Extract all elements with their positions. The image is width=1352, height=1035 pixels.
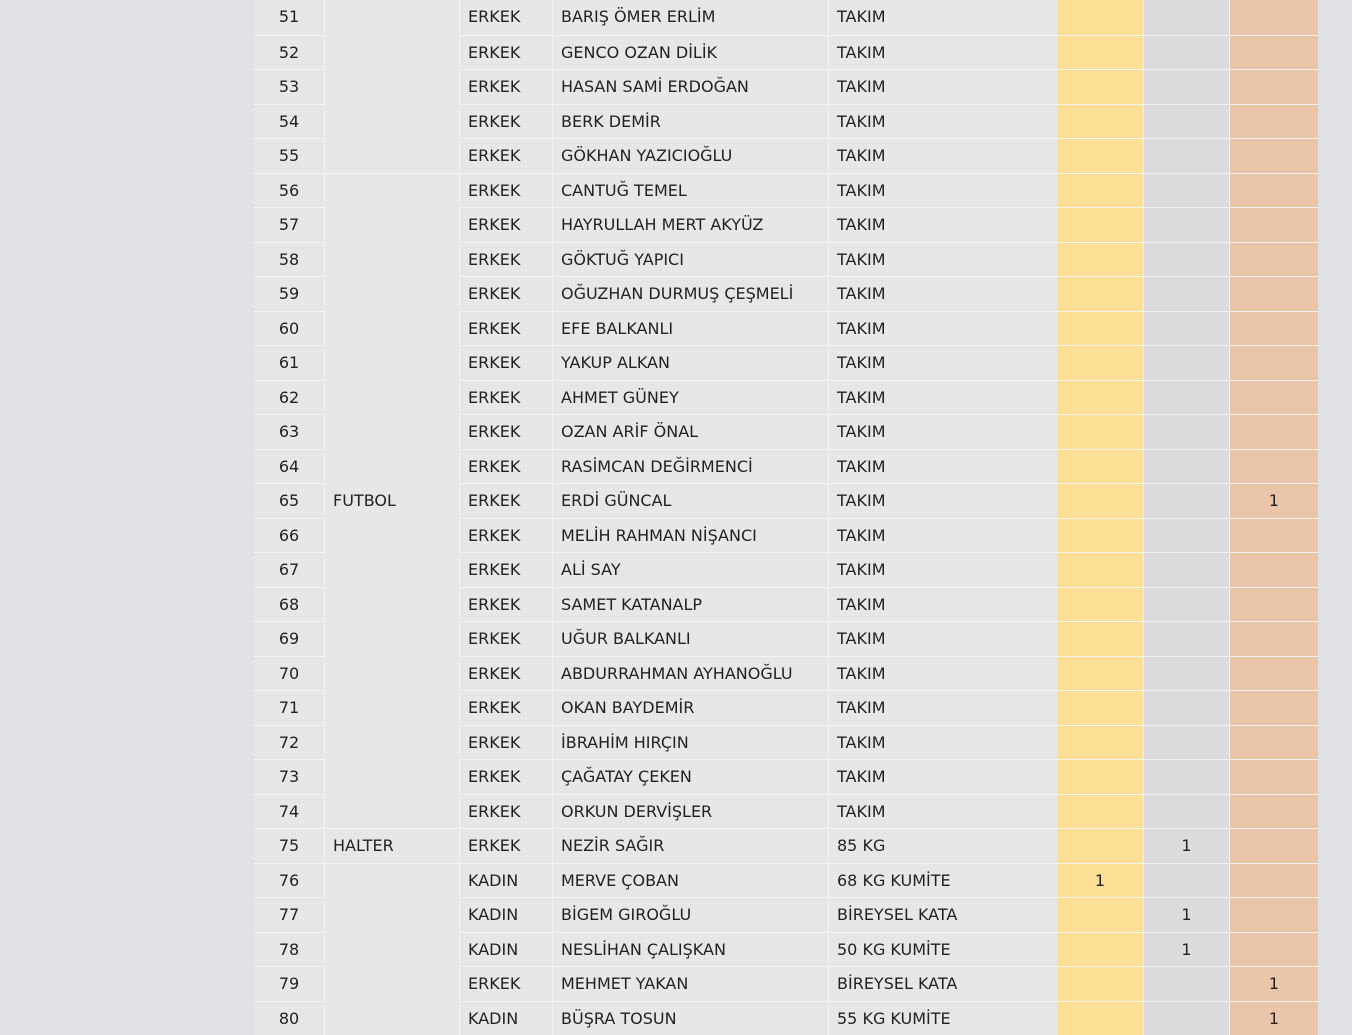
table-row [254,173,1318,208]
sport-cell [325,932,460,967]
bronze-medal-cell [1230,345,1318,380]
table-row [254,69,1318,104]
sport-cell [325,587,460,622]
bronze-medal-cell [1230,242,1318,277]
athlete-name-cell: MERVE ÇOBAN [553,863,829,898]
table-row [254,725,1318,760]
bronze-medal-cell [1230,35,1318,70]
sport-cell: HALTER [325,828,460,863]
bronze-medal-cell [1230,794,1318,829]
row-number: 62 [254,380,325,415]
athlete-name-cell: ABDURRAHMAN AYHANOĞLU [553,656,829,691]
category-cell: TAKIM [829,242,1057,277]
category-cell: TAKIM [829,621,1057,656]
table-row [254,104,1318,139]
gold-medal-cell [1057,828,1144,863]
sport-cell [325,414,460,449]
sport-cell [325,207,460,242]
athlete-name-cell: NEZİR SAĞIR [553,828,829,863]
gold-medal-cell [1057,311,1144,346]
sport-cell [325,725,460,760]
row-number: 54 [254,104,325,139]
table-row [254,828,1318,863]
silver-medal-cell [1144,656,1230,691]
silver-medal-cell [1144,690,1230,725]
bronze-medal-cell [1230,173,1318,208]
gold-medal-cell [1057,1001,1144,1035]
silver-medal-cell [1144,380,1230,415]
gold-medal-cell [1057,587,1144,622]
athlete-name-cell: ERDİ GÜNCAL [553,483,829,518]
gold-medal-cell [1057,35,1144,70]
table-row [254,932,1318,967]
gold-medal-cell [1057,173,1144,208]
row-number: 77 [254,897,325,932]
table-row [254,552,1318,587]
silver-medal-cell [1144,242,1230,277]
gender-cell: ERKEK [460,518,553,553]
silver-medal-cell [1144,138,1230,173]
bronze-medal-cell [1230,725,1318,760]
silver-medal-cell: 1 [1144,828,1230,863]
athlete-name-cell: AHMET GÜNEY [553,380,829,415]
gold-medal-cell [1057,518,1144,553]
row-number: 72 [254,725,325,760]
bronze-medal-cell [1230,690,1318,725]
athlete-name-cell: MEHMET YAKAN [553,966,829,1001]
category-cell: 50 KG KUMİTE [829,932,1057,967]
bronze-medal-cell [1230,138,1318,173]
table-row [254,690,1318,725]
table-row [254,759,1318,794]
gender-cell: ERKEK [460,69,553,104]
row-number: 57 [254,207,325,242]
athlete-name-cell: HASAN SAMİ ERDOĞAN [553,69,829,104]
table-row [254,483,1318,518]
athlete-name-cell: GENCO OZAN DİLİK [553,35,829,70]
row-number: 64 [254,449,325,484]
athlete-name-cell: BİGEM GIROĞLU [553,897,829,932]
table-row [254,414,1318,449]
category-cell: TAKIM [829,759,1057,794]
sport-cell [325,242,460,277]
sport-cell [325,518,460,553]
table-row [254,380,1318,415]
gender-cell: ERKEK [460,0,553,35]
athlete-name-cell: OĞUZHAN DURMUŞ ÇEŞMELİ [553,276,829,311]
row-number: 68 [254,587,325,622]
row-number: 74 [254,794,325,829]
athlete-name-cell: BERK DEMİR [553,104,829,139]
sport-cell [325,380,460,415]
category-cell: TAKIM [829,311,1057,346]
row-number: 58 [254,242,325,277]
gold-medal-cell [1057,621,1144,656]
athlete-name-cell: BÜŞRA TOSUN [553,1001,829,1035]
gold-medal-cell [1057,932,1144,967]
row-number: 52 [254,35,325,70]
category-cell: TAKIM [829,725,1057,760]
row-number: 60 [254,311,325,346]
athlete-name-cell: OKAN BAYDEMİR [553,690,829,725]
sport-cell [325,897,460,932]
athlete-name-cell: ÇAĞATAY ÇEKEN [553,759,829,794]
athlete-name-cell: GÖKTUĞ YAPICI [553,242,829,277]
table-row [254,863,1318,898]
category-cell: TAKIM [829,483,1057,518]
gender-cell: ERKEK [460,104,553,139]
silver-medal-cell [1144,449,1230,484]
bronze-medal-cell [1230,863,1318,898]
silver-medal-cell [1144,725,1230,760]
silver-medal-cell [1144,483,1230,518]
silver-medal-cell [1144,552,1230,587]
table-row [254,345,1318,380]
bronze-medal-cell [1230,207,1318,242]
silver-medal-cell [1144,759,1230,794]
silver-medal-cell [1144,311,1230,346]
silver-medal-cell [1144,0,1230,35]
gender-cell: ERKEK [460,173,553,208]
athlete-name-cell: GÖKHAN YAZICIOĞLU [553,138,829,173]
gender-cell: ERKEK [460,587,553,622]
table-row [254,276,1318,311]
bronze-medal-cell [1230,621,1318,656]
row-number: 66 [254,518,325,553]
sport-cell [325,311,460,346]
bronze-medal-cell [1230,276,1318,311]
category-cell: TAKIM [829,414,1057,449]
silver-medal-cell [1144,276,1230,311]
gold-medal-cell [1057,242,1144,277]
category-cell: TAKIM [829,69,1057,104]
gold-medal-cell [1057,276,1144,311]
results-table [254,0,1318,1035]
category-cell: TAKIM [829,104,1057,139]
category-cell: TAKIM [829,518,1057,553]
gold-medal-cell [1057,552,1144,587]
athlete-name-cell: UĞUR BALKANLI [553,621,829,656]
table-row [254,207,1318,242]
table-row [254,311,1318,346]
silver-medal-cell [1144,35,1230,70]
category-cell: TAKIM [829,552,1057,587]
gold-medal-cell [1057,104,1144,139]
athlete-name-cell: ORKUN DERVİŞLER [553,794,829,829]
gold-medal-cell [1057,380,1144,415]
bronze-medal-cell [1230,587,1318,622]
gold-medal-cell [1057,897,1144,932]
gender-cell: ERKEK [460,621,553,656]
table-row [254,794,1318,829]
silver-medal-cell [1144,587,1230,622]
sport-cell [325,690,460,725]
bronze-medal-cell [1230,897,1318,932]
athlete-name-cell: OZAN ARİF ÖNAL [553,414,829,449]
row-number: 59 [254,276,325,311]
bronze-medal-cell: 1 [1230,483,1318,518]
silver-medal-cell [1144,414,1230,449]
sport-cell [325,138,460,173]
bronze-medal-cell [1230,380,1318,415]
category-cell: TAKIM [829,138,1057,173]
table-row [254,587,1318,622]
category-cell: TAKIM [829,173,1057,208]
category-cell: BİREYSEL KATA [829,966,1057,1001]
gender-cell: ERKEK [460,656,553,691]
category-cell: 85 KG [829,828,1057,863]
sport-cell [325,621,460,656]
gold-medal-cell [1057,656,1144,691]
gold-medal-cell [1057,414,1144,449]
gold-medal-cell [1057,759,1144,794]
silver-medal-cell: 1 [1144,897,1230,932]
row-number: 65 [254,483,325,518]
sport-cell [325,966,460,1001]
category-cell: TAKIM [829,35,1057,70]
bronze-medal-cell: 1 [1230,1001,1318,1035]
athlete-name-cell: HAYRULLAH MERT AKYÜZ [553,207,829,242]
row-number: 76 [254,863,325,898]
bronze-medal-cell [1230,656,1318,691]
category-cell: TAKIM [829,380,1057,415]
bronze-medal-cell [1230,0,1318,35]
gold-medal-cell [1057,138,1144,173]
silver-medal-cell [1144,621,1230,656]
gold-medal-cell [1057,725,1144,760]
row-number: 51 [254,0,325,35]
category-cell: BİREYSEL KATA [829,897,1057,932]
gold-medal-cell [1057,449,1144,484]
row-number: 78 [254,932,325,967]
category-cell: TAKIM [829,449,1057,484]
category-cell: TAKIM [837,7,886,26]
gender-cell: ERKEK [460,345,553,380]
gender-cell: ERKEK [460,725,553,760]
table-row [254,897,1318,932]
row-number: 67 [254,552,325,587]
bronze-medal-cell [1230,414,1318,449]
athlete-name-cell: CANTUĞ TEMEL [553,173,829,208]
gold-medal-cell [1057,966,1144,1001]
gender-cell: ERKEK [460,828,553,863]
gender-cell: ERKEK [460,242,553,277]
silver-medal-cell: 1 [1144,932,1230,967]
table-row [254,138,1318,173]
sport-cell [325,449,460,484]
bronze-medal-cell [1230,311,1318,346]
row-number: 80 [254,1001,325,1035]
category-cell: 68 KG KUMİTE [829,863,1057,898]
athlete-name-cell: EFE BALKANLI [553,311,829,346]
athlete-name-cell: NESLİHAN ÇALIŞKAN [553,932,829,967]
sport-cell [325,35,460,70]
table-row [254,449,1318,484]
table-row [254,656,1318,691]
gender-cell: ERKEK [460,690,553,725]
category-cell: TAKIM [829,690,1057,725]
silver-medal-cell [1144,104,1230,139]
sport-cell [325,759,460,794]
row-number: 71 [254,690,325,725]
silver-medal-cell [1144,207,1230,242]
table-row [254,35,1318,70]
sport-cell [325,276,460,311]
gold-medal-cell [1057,207,1144,242]
gender-cell: ERKEK [460,138,553,173]
sport-cell [325,552,460,587]
sport-cell [325,173,460,208]
row-number: 73 [254,759,325,794]
bronze-medal-cell [1230,759,1318,794]
sport-cell [325,69,460,104]
gold-medal-cell: 1 [1057,863,1144,898]
athlete-name-cell: İBRAHİM HIRÇIN [553,725,829,760]
gender-cell: ERKEK [460,380,553,415]
gender-cell: KADIN [460,863,553,898]
silver-medal-cell [1144,69,1230,104]
silver-medal-cell [1144,966,1230,1001]
table-row [254,518,1318,553]
category-cell: TAKIM [829,276,1057,311]
category-cell: TAKIM [829,656,1057,691]
table-row [254,242,1318,277]
sport-cell: FUTBOL [325,483,460,518]
bronze-medal-cell: 1 [1230,966,1318,1001]
silver-medal-cell [1144,173,1230,208]
row-number: 75 [254,828,325,863]
row-number: 70 [254,656,325,691]
category-cell: TAKIM [829,794,1057,829]
silver-medal-cell [1144,1001,1230,1035]
gender-cell: ERKEK [460,311,553,346]
bronze-medal-cell [1230,828,1318,863]
sport-cell [325,1001,460,1035]
gender-cell: ERKEK [460,483,553,518]
sport-cell [325,0,460,35]
athlete-name-cell: MELİH RAHMAN NİŞANCI [553,518,829,553]
category-cell: TAKIM [829,207,1057,242]
athlete-name-cell: YAKUP ALKAN [553,345,829,380]
bronze-medal-cell [1230,552,1318,587]
athlete-name-cell: ALİ SAY [553,552,829,587]
bronze-medal-cell [1230,932,1318,967]
gender-cell: KADIN [460,1001,553,1035]
gender-cell: ERKEK [460,552,553,587]
table-row [254,1001,1318,1035]
gold-medal-cell [1057,483,1144,518]
bronze-medal-cell [1230,104,1318,139]
gender-cell: ERKEK [460,759,553,794]
silver-medal-cell [1144,518,1230,553]
row-number: 69 [254,621,325,656]
gender-cell: ERKEK [460,449,553,484]
table-row [254,621,1318,656]
athlete-name-cell: BARIŞ ÖMER ERLİM [553,0,829,35]
gold-medal-cell [1057,690,1144,725]
gender-cell: ERKEK [460,794,553,829]
gender-cell: KADIN [460,932,553,967]
category-cell: 55 KG KUMİTE [829,1001,1057,1035]
gender-cell: ERKEK [460,35,553,70]
category-cell: TAKIM [829,587,1057,622]
row-number: 63 [254,414,325,449]
gold-medal-cell [1057,345,1144,380]
silver-medal-cell [1144,345,1230,380]
row-number: 61 [254,345,325,380]
gender-cell: ERKEK [460,414,553,449]
gold-medal-cell [1057,794,1144,829]
athlete-name-cell: SAMET KATANALP [553,587,829,622]
gender-cell: ERKEK [460,207,553,242]
sport-cell [325,794,460,829]
gender-cell: ERKEK [460,966,553,1001]
athlete-name-cell: RASİMCAN DEĞİRMENCİ [553,449,829,484]
table-row [254,0,1318,35]
gender-cell: ERKEK [460,276,553,311]
bronze-medal-cell [1230,449,1318,484]
sport-cell [325,863,460,898]
table-row [254,966,1318,1001]
row-number: 53 [254,69,325,104]
sport-cell [325,104,460,139]
gender-cell: KADIN [460,897,553,932]
gold-medal-cell [1057,69,1144,104]
sport-cell [325,345,460,380]
row-number: 55 [254,138,325,173]
gold-medal-cell [1057,0,1144,35]
category-cell: TAKIM [829,345,1057,380]
sport-cell [325,656,460,691]
row-number: 56 [254,173,325,208]
bronze-medal-cell [1230,69,1318,104]
silver-medal-cell [1144,794,1230,829]
bronze-medal-cell [1230,518,1318,553]
row-number: 79 [254,966,325,1001]
silver-medal-cell [1144,863,1230,898]
